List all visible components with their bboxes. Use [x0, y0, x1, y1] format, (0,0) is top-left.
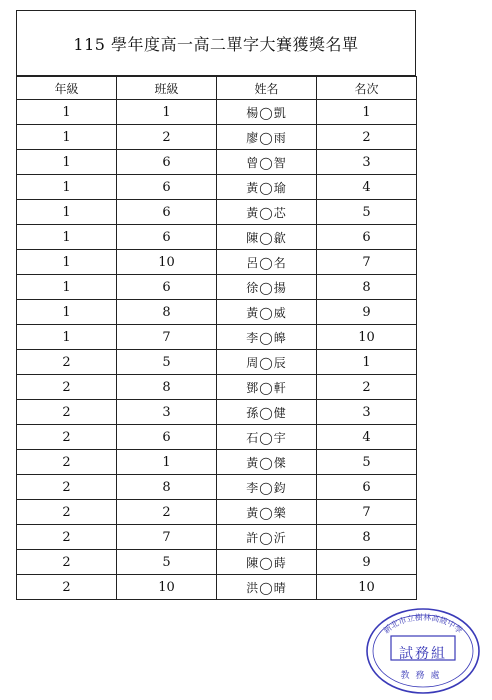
- header-class: 班級: [117, 77, 217, 100]
- cell-name: 洪◯晴: [217, 575, 317, 600]
- document-title-box: [16, 10, 416, 76]
- cell-grade: 2: [17, 500, 117, 525]
- seal-bottom-text: 教務處: [400, 671, 446, 681]
- cell-name: 陳◯蒔: [217, 550, 317, 575]
- award-table: [16, 76, 417, 600]
- cell-rank: 1: [317, 350, 417, 375]
- cell-name: 孫◯健: [217, 400, 317, 425]
- cell-class: 6: [117, 175, 217, 200]
- cell-rank: 10: [317, 575, 417, 600]
- award-document: [16, 10, 416, 600]
- cell-name: 黃◯威: [217, 300, 317, 325]
- cell-name: 廖◯雨: [217, 125, 317, 150]
- cell-rank: 2: [317, 125, 417, 150]
- header-grade: 年級: [17, 77, 117, 100]
- cell-rank: 1: [317, 100, 417, 125]
- table-row: [17, 375, 417, 400]
- cell-rank: 9: [317, 550, 417, 575]
- cell-class: 1: [117, 100, 217, 125]
- table-row: [17, 150, 417, 175]
- cell-name: 石◯宇: [217, 425, 317, 450]
- table-row: [17, 350, 417, 375]
- table-row: [17, 175, 417, 200]
- cell-name: 黃◯芯: [217, 200, 317, 225]
- cell-rank: 8: [317, 525, 417, 550]
- cell-name: 李◯皞: [217, 325, 317, 350]
- cell-grade: 2: [17, 375, 117, 400]
- cell-name: 許◯沂: [217, 525, 317, 550]
- header-rank: 名次: [317, 77, 417, 100]
- cell-class: 6: [117, 225, 217, 250]
- table-row: [17, 525, 417, 550]
- school-seal: [363, 606, 483, 696]
- document-title: 115 學年度高一高二單字大賽獲獎名單: [73, 34, 359, 54]
- table-row: [17, 200, 417, 225]
- seal-center-text: 試務組: [399, 646, 447, 662]
- cell-rank: 7: [317, 250, 417, 275]
- cell-class: 10: [117, 575, 217, 600]
- cell-grade: 1: [17, 200, 117, 225]
- cell-grade: 1: [17, 250, 117, 275]
- cell-rank: 2: [317, 375, 417, 400]
- cell-name: 李◯鈞: [217, 475, 317, 500]
- cell-class: 8: [117, 475, 217, 500]
- cell-class: 8: [117, 300, 217, 325]
- cell-rank: 4: [317, 175, 417, 200]
- cell-name: 呂◯名: [217, 250, 317, 275]
- cell-rank: 9: [317, 300, 417, 325]
- cell-rank: 10: [317, 325, 417, 350]
- cell-grade: 2: [17, 575, 117, 600]
- cell-name: 黃◯瑜: [217, 175, 317, 200]
- table-row: [17, 550, 417, 575]
- cell-grade: 2: [17, 450, 117, 475]
- cell-grade: 1: [17, 150, 117, 175]
- cell-class: 6: [117, 425, 217, 450]
- cell-grade: 1: [17, 175, 117, 200]
- cell-name: 黃◯傑: [217, 450, 317, 475]
- table-row: [17, 500, 417, 525]
- cell-rank: 7: [317, 500, 417, 525]
- cell-name: 徐◯揚: [217, 275, 317, 300]
- cell-grade: 1: [17, 275, 117, 300]
- cell-class: 7: [117, 325, 217, 350]
- table-row: [17, 450, 417, 475]
- cell-class: 5: [117, 550, 217, 575]
- table-row: [17, 250, 417, 275]
- cell-name: 周◯辰: [217, 350, 317, 375]
- cell-class: 2: [117, 500, 217, 525]
- cell-grade: 1: [17, 300, 117, 325]
- cell-grade: 2: [17, 425, 117, 450]
- table-body: [17, 100, 417, 600]
- table-row: [17, 125, 417, 150]
- cell-class: 1: [117, 450, 217, 475]
- cell-class: 8: [117, 375, 217, 400]
- table-row: [17, 325, 417, 350]
- cell-rank: 6: [317, 225, 417, 250]
- cell-class: 2: [117, 125, 217, 150]
- table-row: [17, 425, 417, 450]
- cell-rank: 3: [317, 400, 417, 425]
- cell-grade: 1: [17, 325, 117, 350]
- table-row: [17, 400, 417, 425]
- cell-class: 6: [117, 275, 217, 300]
- cell-class: 7: [117, 525, 217, 550]
- seal-outer-text: 新北市立樹林高級中學: [381, 612, 465, 636]
- table-row: [17, 475, 417, 500]
- table-row: [17, 300, 417, 325]
- cell-grade: 1: [17, 125, 117, 150]
- cell-class: 6: [117, 150, 217, 175]
- cell-grade: 2: [17, 475, 117, 500]
- cell-name: 黃◯樂: [217, 500, 317, 525]
- cell-grade: 2: [17, 350, 117, 375]
- cell-grade: 2: [17, 550, 117, 575]
- cell-name: 陳◯歙: [217, 225, 317, 250]
- cell-rank: 6: [317, 475, 417, 500]
- table-row: [17, 275, 417, 300]
- table-row: [17, 100, 417, 125]
- cell-class: 5: [117, 350, 217, 375]
- header-row: [17, 77, 417, 100]
- cell-grade: 2: [17, 400, 117, 425]
- table-row: [17, 575, 417, 600]
- cell-name: 鄧◯軒: [217, 375, 317, 400]
- cell-rank: 5: [317, 450, 417, 475]
- cell-rank: 8: [317, 275, 417, 300]
- cell-class: 3: [117, 400, 217, 425]
- cell-grade: 1: [17, 225, 117, 250]
- cell-grade: 1: [17, 100, 117, 125]
- cell-class: 10: [117, 250, 217, 275]
- cell-grade: 2: [17, 525, 117, 550]
- cell-name: 曾◯智: [217, 150, 317, 175]
- cell-rank: 5: [317, 200, 417, 225]
- cell-name: 楊◯凱: [217, 100, 317, 125]
- cell-rank: 4: [317, 425, 417, 450]
- header-name: 姓名: [217, 77, 317, 100]
- cell-rank: 3: [317, 150, 417, 175]
- cell-class: 6: [117, 200, 217, 225]
- table-row: [17, 225, 417, 250]
